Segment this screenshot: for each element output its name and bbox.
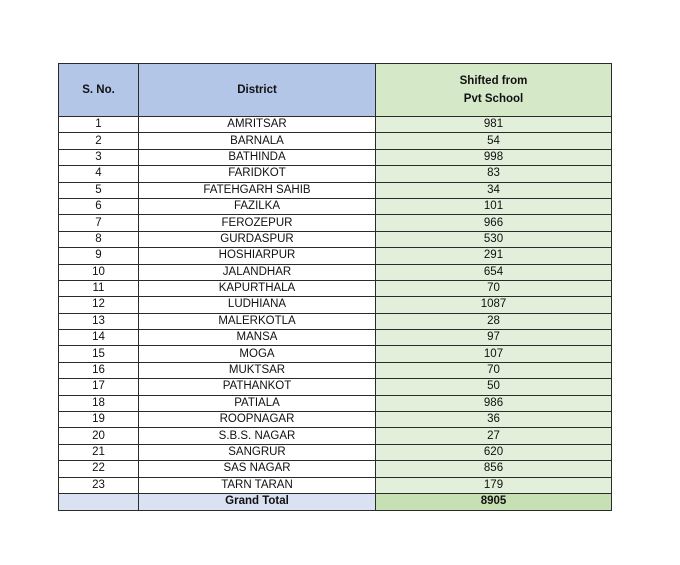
row-district: FARIDKOT (139, 166, 376, 182)
row-sno: 8 (59, 231, 139, 247)
total-label: Grand Total (139, 493, 376, 510)
total-sno (59, 493, 139, 510)
row-sno: 7 (59, 215, 139, 231)
table-row (59, 231, 612, 247)
row-value: 986 (376, 395, 612, 411)
row-district: LUDHIANA (139, 297, 376, 313)
row-district: HOSHIARPUR (139, 248, 376, 264)
table-row (59, 117, 612, 133)
table-row (59, 412, 612, 428)
row-district: BATHINDA (139, 149, 376, 165)
row-district: SAS NAGAR (139, 461, 376, 477)
row-district: PATHANKOT (139, 379, 376, 395)
table-row (59, 215, 612, 231)
header-shifted-line2: Pvt School (463, 93, 524, 105)
row-sno: 21 (59, 444, 139, 460)
row-district: GURDASPUR (139, 231, 376, 247)
header-row (59, 64, 612, 117)
header-district: District (139, 64, 376, 117)
row-sno: 13 (59, 313, 139, 329)
table-row (59, 477, 612, 493)
total-value: 8905 (376, 493, 612, 510)
table-row (59, 182, 612, 198)
row-sno: 18 (59, 395, 139, 411)
row-sno: 19 (59, 412, 139, 428)
table-row (59, 248, 612, 264)
table-row (59, 362, 612, 378)
row-district: SANGRUR (139, 444, 376, 460)
row-value: 966 (376, 215, 612, 231)
row-district: BARNALA (139, 133, 376, 149)
row-sno: 5 (59, 182, 139, 198)
row-value: 998 (376, 149, 612, 165)
table-row (59, 428, 612, 444)
row-sno: 6 (59, 198, 139, 214)
row-district: S.B.S. NAGAR (139, 428, 376, 444)
row-sno: 2 (59, 133, 139, 149)
header-shifted (376, 64, 612, 117)
row-value: 34 (376, 182, 612, 198)
row-value: 54 (376, 133, 612, 149)
row-value: 101 (376, 198, 612, 214)
row-sno: 20 (59, 428, 139, 444)
row-sno: 1 (59, 117, 139, 133)
row-sno: 12 (59, 297, 139, 313)
row-sno: 17 (59, 379, 139, 395)
row-district: MUKTSAR (139, 362, 376, 378)
row-sno: 16 (59, 362, 139, 378)
row-sno: 14 (59, 330, 139, 346)
row-value: 654 (376, 264, 612, 280)
row-district: ROOPNAGAR (139, 412, 376, 428)
table-row (59, 280, 612, 296)
row-sno: 15 (59, 346, 139, 362)
table-row (59, 264, 612, 280)
row-value: 27 (376, 428, 612, 444)
row-value: 28 (376, 313, 612, 329)
district-table (58, 63, 612, 511)
table-row (59, 346, 612, 362)
header-sno: S. No. (59, 64, 139, 117)
row-sno: 22 (59, 461, 139, 477)
row-district: FATEHGARH SAHIB (139, 182, 376, 198)
table-row (59, 461, 612, 477)
row-district: MOGA (139, 346, 376, 362)
row-value: 1087 (376, 297, 612, 313)
table-row (59, 330, 612, 346)
row-value: 530 (376, 231, 612, 247)
row-value: 83 (376, 166, 612, 182)
table-row (59, 149, 612, 165)
row-value: 50 (376, 379, 612, 395)
row-sno: 4 (59, 166, 139, 182)
table-row (59, 379, 612, 395)
table-row (59, 166, 612, 182)
table-row (59, 444, 612, 460)
row-district: JALANDHAR (139, 264, 376, 280)
table-row (59, 313, 612, 329)
table-row (59, 395, 612, 411)
row-district: MALERKOTLA (139, 313, 376, 329)
row-district: FEROZEPUR (139, 215, 376, 231)
row-district: TARN TARAN (139, 477, 376, 493)
header-shifted-line1: Shifted from (459, 75, 528, 87)
row-sno: 11 (59, 280, 139, 296)
row-district: PATIALA (139, 395, 376, 411)
table-row (59, 198, 612, 214)
row-sno: 3 (59, 149, 139, 165)
row-value: 291 (376, 248, 612, 264)
row-value: 107 (376, 346, 612, 362)
row-value: 70 (376, 280, 612, 296)
row-value: 620 (376, 444, 612, 460)
row-value: 97 (376, 330, 612, 346)
row-district: FAZILKA (139, 198, 376, 214)
row-district: MANSA (139, 330, 376, 346)
row-value: 856 (376, 461, 612, 477)
table-row (59, 297, 612, 313)
row-sno: 23 (59, 477, 139, 493)
row-value: 36 (376, 412, 612, 428)
table-body (59, 117, 612, 494)
table-row (59, 133, 612, 149)
row-value: 70 (376, 362, 612, 378)
row-value: 179 (376, 477, 612, 493)
row-district: KAPURTHALA (139, 280, 376, 296)
row-district: AMRITSAR (139, 117, 376, 133)
row-sno: 9 (59, 248, 139, 264)
grand-total-row (59, 493, 612, 510)
row-sno: 10 (59, 264, 139, 280)
row-value: 981 (376, 117, 612, 133)
